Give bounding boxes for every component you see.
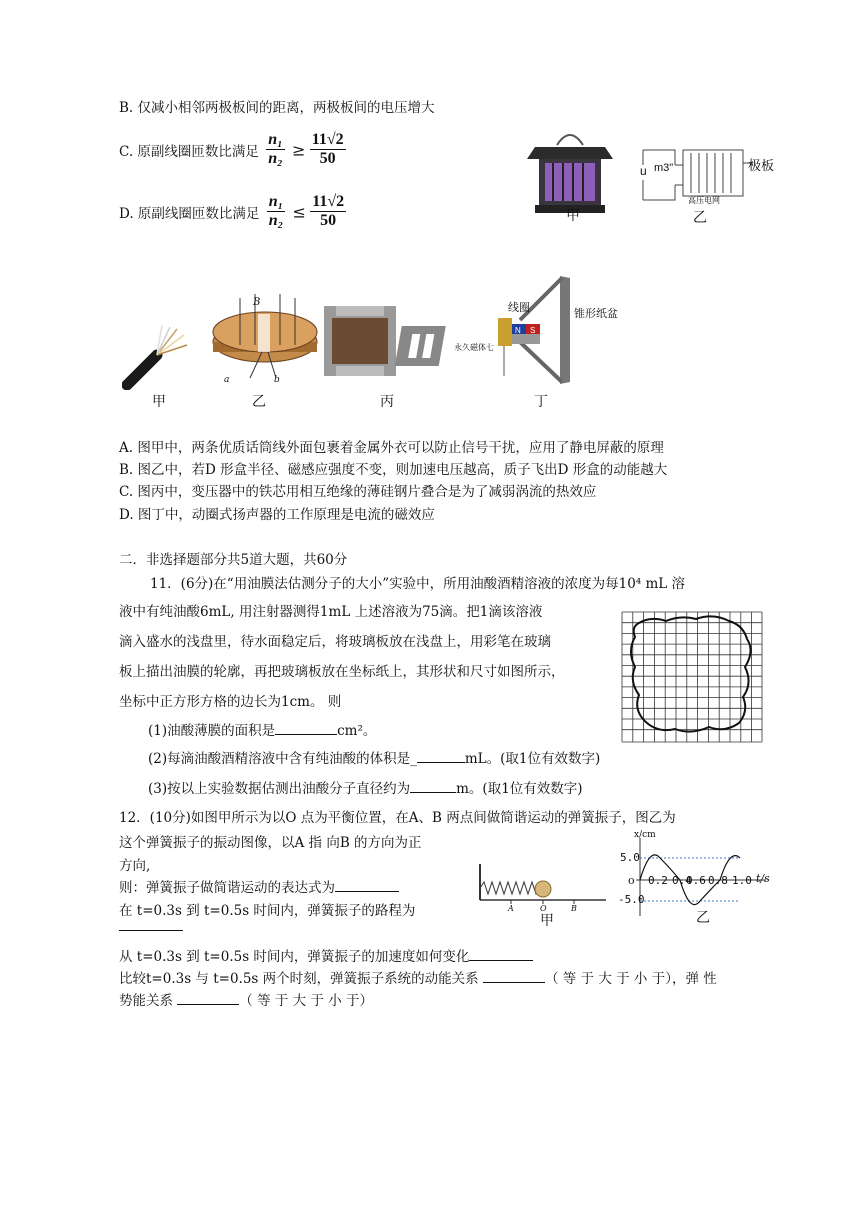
q11-sub-2 (148, 747, 600, 767)
diameter-answer-blank[interactable] (410, 792, 456, 793)
q12-kinetic-options: （ 等 于 大 于 小 于），弹 性 (544, 971, 717, 987)
choice-d-text: D. 图丁中，动圈式扬声器的工作原理是电流的磁效应 (119, 507, 435, 523)
origin-label: o (628, 874, 635, 887)
turns-ratio-c (266, 131, 284, 169)
q11-sub-3-prompt: (3)按以上实验数据估测出油酸分子直径约为 (148, 781, 411, 797)
q11-line-2: 液中有纯油酸6mL, 用注射器测得1mL 上述溶液为75滴。把1滴该溶液 (119, 604, 543, 620)
path-answer-blank[interactable] (119, 918, 183, 931)
north-label: N (515, 326, 521, 335)
q12-line-3: 方向, (119, 858, 151, 874)
y-negative-tick: -5.0 (618, 893, 645, 906)
q11-line-4: 板上描出油膜的轮廓，再把玻璃板放在坐标纸上，其形状和尺寸如图所示， (119, 664, 565, 680)
q11-sub-1 (148, 719, 376, 739)
q12-potential-options: （ 等 于 大 于 小 于） (239, 993, 374, 1009)
cone-label: 锥形纸盆 (574, 308, 618, 320)
q12-potential-prompt: 势能关系 (119, 993, 173, 1009)
fig-row-bing-caption: 丙 (380, 393, 394, 409)
fig-row-yi-caption: 乙 (252, 393, 266, 409)
south-label: S (530, 326, 536, 335)
q11-sub-2-unit: mL。(取1位有效数字) (464, 751, 601, 767)
ratio-value-d (310, 193, 346, 231)
ratio-num: 11√2 (310, 131, 346, 150)
n2-label: n₂ (268, 150, 283, 168)
q12-line-1: 12．(10分)如图甲所示为以O 点为平衡位置，在A、B 两点间做简谐运动的弹簧振子，图乙为 (119, 810, 676, 826)
ratio-num: 11√2 (310, 193, 346, 212)
q11-line-1: 11．(6分)在“用油膜法估测分子的大小”实验中，所用油酸酒精溶液的浓度为每10⁴ mL 溶 (150, 576, 686, 592)
t-tick-1-0: 1.0 (732, 874, 752, 887)
point-b-label: B (571, 904, 577, 913)
option-c-text: C. 原副线圈匝数比满足 (119, 143, 259, 160)
q12-acceleration-prompt: 从 t=0.3s 到 t=0.5s 时间内，弹簧振子的加速度如何变化 (119, 949, 470, 965)
q12-expression-prompt: 则：弹簧振子做简谐运动的表达式为 (119, 880, 335, 896)
fig-spring-jia-caption: 甲 (540, 912, 554, 928)
u-label: u (640, 164, 647, 178)
y-positive-tick: 5.0 (620, 851, 640, 864)
choice-b-text: B. 图乙中，若D 形盒半径、磁感应强度不变，则加速电压越高，质子飞出D 形盒的动能越大 (119, 462, 668, 478)
point-o-label: O (540, 904, 547, 913)
potential-answer-blank[interactable] (177, 1004, 239, 1005)
q12-line-7 (119, 967, 717, 987)
fig-row-jia-caption: 甲 (152, 393, 166, 409)
q11-sub-1-prompt: (1)油酸薄膜的面积是 (148, 723, 276, 739)
q11-sub-1-unit: cm²。 (337, 723, 377, 739)
q11-sub-3-unit: m。(取1位有效数字) (456, 781, 583, 797)
fig-graph-yi-caption: 乙 (696, 909, 710, 925)
acceleration-answer-blank[interactable] (469, 960, 533, 961)
turns-ratio-d (267, 193, 285, 231)
ge-sign: ≥ (292, 140, 306, 160)
spring-oscillator-figure (476, 860, 610, 910)
q12-kinetic-prompt: 比较t=0.3s 与 t=0.5s 两个时刻，弹簧振子系统的动能关系 (119, 971, 479, 987)
choice-a-text: A. 图甲中，两条优质话筒线外面包裹着金属外衣可以防止信号干扰，应用了静电屏蔽的原理 (119, 440, 664, 456)
t-axis-label: t/s (756, 872, 770, 885)
oil-film-grid-figure (621, 611, 763, 743)
loudspeaker-figure (490, 272, 590, 390)
gaoya-label: 高压电网 (688, 196, 720, 205)
m3-label: m3" (654, 162, 674, 174)
magnet-label: 永久磁体七 (454, 343, 494, 352)
q12-line-6 (119, 945, 533, 965)
fig-top-jia-caption: 甲 (566, 207, 580, 223)
option-d-text: D. 原副线圈匝数比满足 (119, 205, 260, 222)
microphone-cable-figure (122, 325, 192, 390)
ratio-den: 50 (320, 212, 337, 230)
fig-top-yi-caption: 乙 (693, 209, 707, 225)
t-tick-0-4: 0.4 (672, 874, 692, 887)
a-terminal-label: a (224, 375, 230, 385)
option-d (119, 193, 346, 231)
q12-line-2: 这个弹簧振子的振动图像，以A 指 向B 的方向为正 (119, 835, 422, 851)
area-answer-blank[interactable] (275, 734, 337, 735)
fig-row-ding-caption: 丁 (534, 393, 548, 409)
t-tick-0-2: 0.2 (648, 874, 668, 887)
q12-line-5: 在 t=0.3s 到 t=0.5s 时间内，弹簧振子的路程为 (119, 903, 416, 919)
coil-label: 线圈 (508, 302, 530, 314)
n1-label: n₁ (266, 131, 284, 150)
x-axis-label: x/cm (634, 830, 656, 840)
kinetic-answer-blank[interactable] (483, 982, 545, 983)
q11-line-3: 滴入盛水的浅盘里，待水面稳定后，将玻璃板放在浅盘上，用彩笔在玻璃 (119, 634, 551, 650)
section-2-heading: 二．非选择题部分共5道大题，共60分 (119, 552, 348, 568)
q11-line-5: 坐标中正方形方格的边长为1cm。 则 (119, 694, 342, 710)
q11-sub-3 (148, 777, 583, 797)
transformer-figure (322, 302, 472, 382)
n2-label: n₂ (268, 212, 284, 230)
le-sign: ≤ (292, 202, 306, 222)
ratio-value-c (310, 131, 346, 169)
b-field-label: B (253, 297, 261, 308)
n1-label: n₁ (267, 193, 285, 212)
q11-sub-2-prompt: (2)每滴油酸酒精溶液中含有纯油酸的体积是_ (148, 751, 417, 767)
jiban-label: 极板 (748, 158, 775, 173)
cyclotron-figure (210, 290, 320, 385)
volume-answer-blank[interactable] (417, 762, 465, 763)
ratio-den: 50 (319, 150, 336, 168)
t-tick-0-8: 0.8 (708, 874, 728, 887)
expression-answer-blank[interactable] (335, 891, 399, 892)
choice-c-text: C. 图丙中，变压器中的铁芯用相互绝缘的薄硅钢片叠合是为了减弱涡流的热效应 (119, 484, 597, 500)
q12-line-8 (119, 989, 373, 1009)
b-terminal-label: b (274, 375, 280, 385)
option-c (119, 131, 346, 169)
q12-line-4 (119, 876, 399, 896)
point-a-label: A (508, 904, 514, 913)
t-tick-0-6: 0.6 (686, 874, 706, 887)
option-b-text: B. 仅减小相邻两极板间的距离，两极板间的电压增大 (119, 100, 435, 116)
